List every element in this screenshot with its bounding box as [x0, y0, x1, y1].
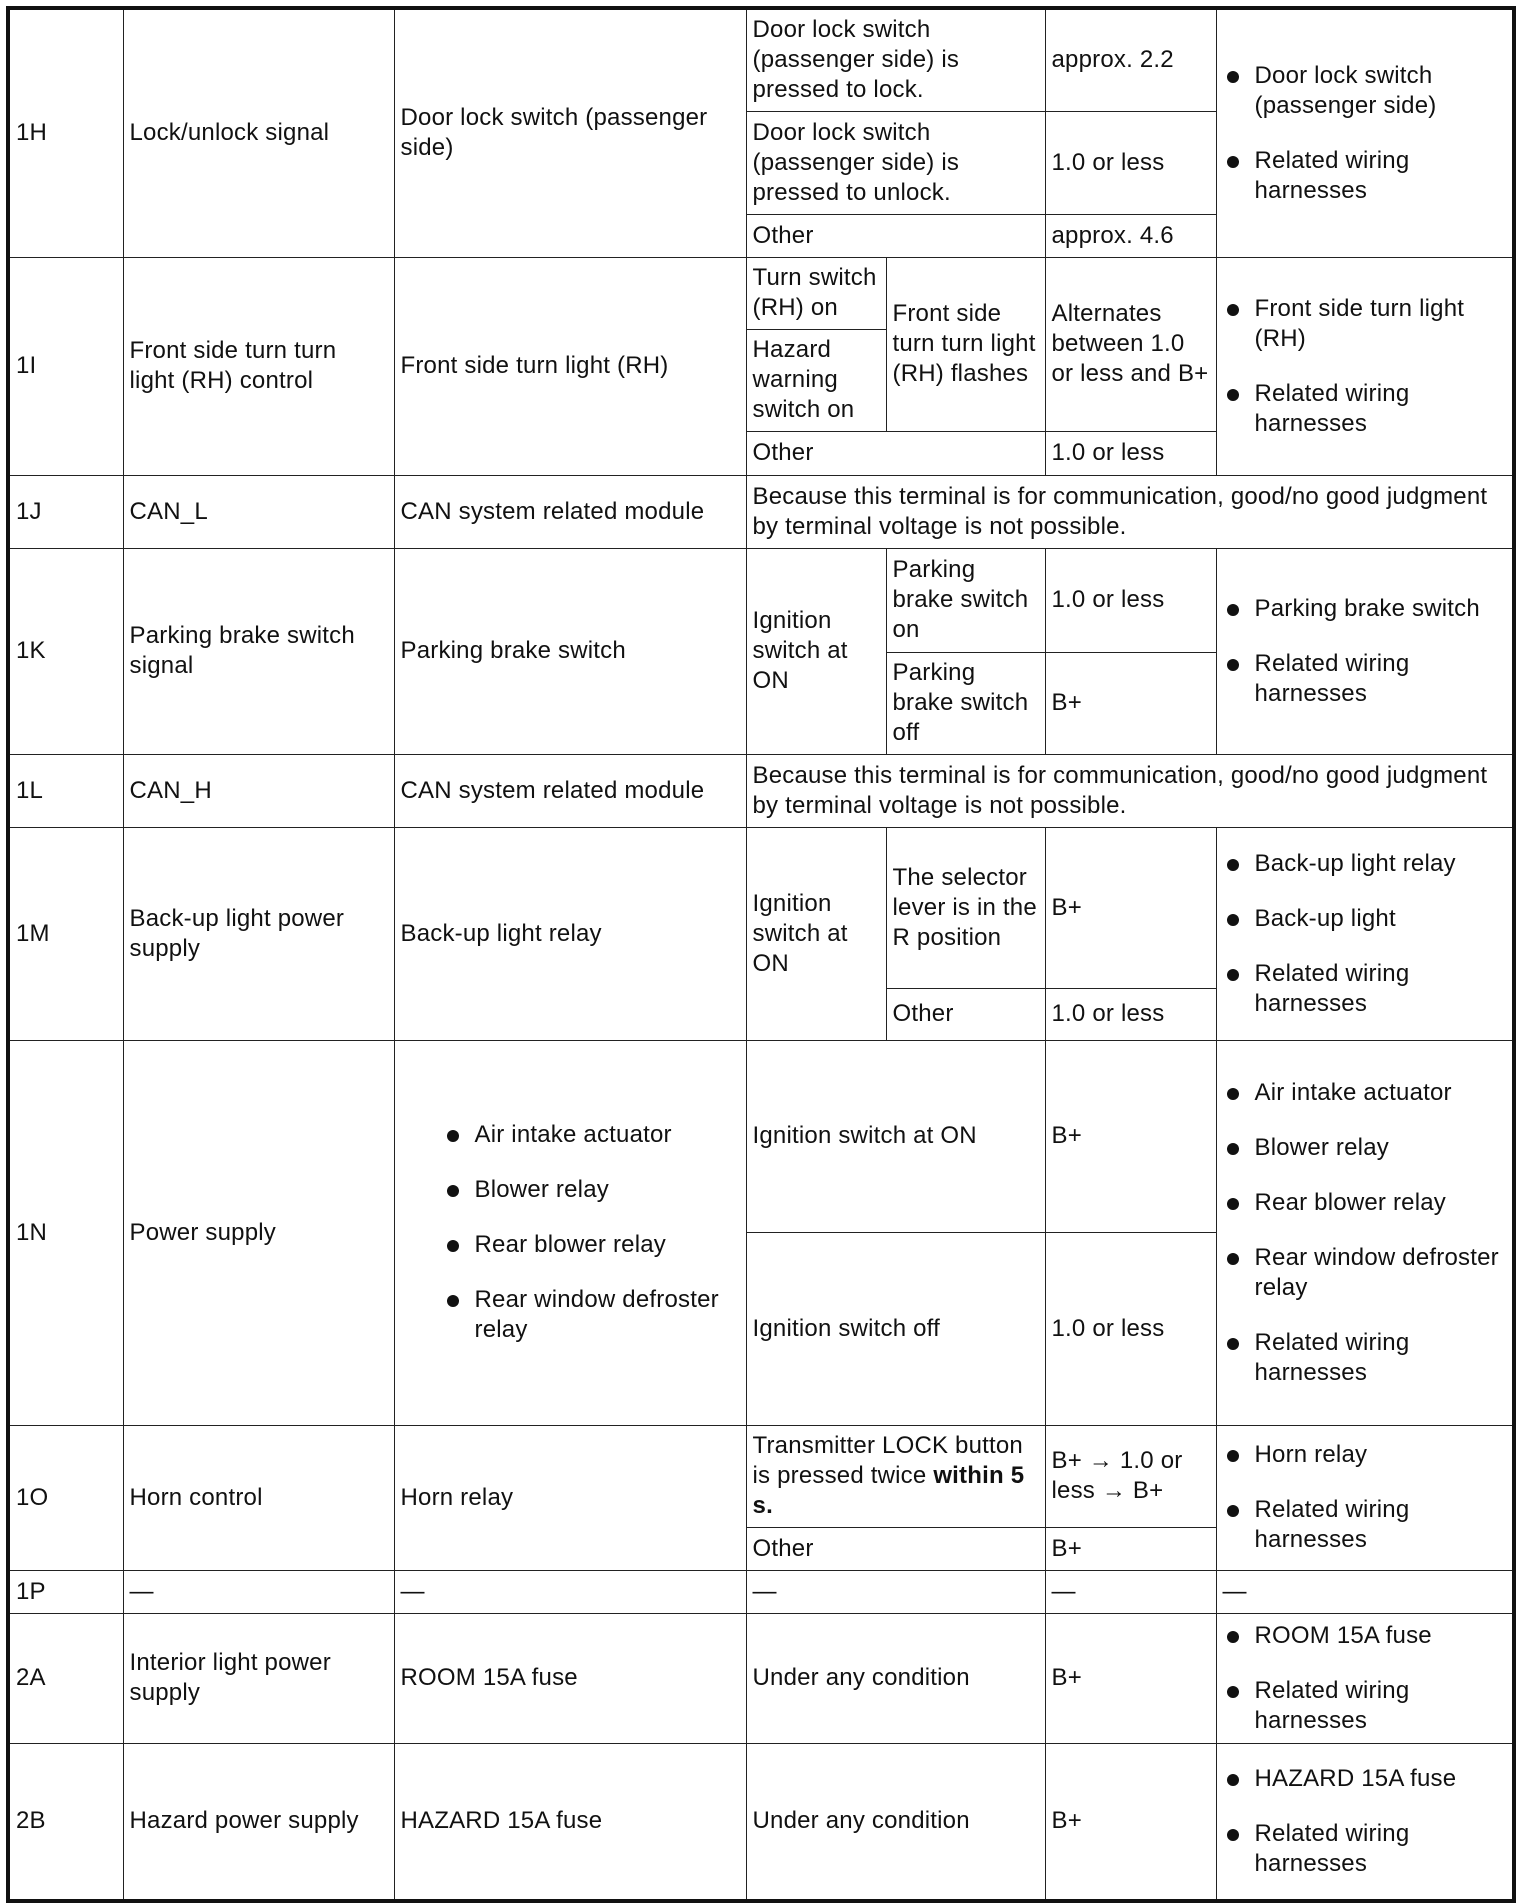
condition-cell: Door lock switch (passenger side) is pressed to lock. — [746, 8, 1045, 111]
table-row — [8, 754, 1514, 827]
terminal-cell: 2B — [8, 1743, 123, 1901]
check-items-cell — [1216, 1743, 1514, 1901]
related-unit-cell: Parking brake switch — [394, 548, 746, 754]
list-item: Horn relay — [1223, 1440, 1507, 1470]
list-item: Back-up light relay — [1223, 849, 1507, 879]
terminal-cell: 2A — [8, 1613, 123, 1743]
description-cell: — — [123, 1570, 394, 1613]
check-list — [1223, 294, 1507, 439]
list-item: Rear blower relay — [443, 1230, 740, 1260]
condition-cell: Under any condition — [746, 1613, 1045, 1743]
value-cell: approx. 4.6 — [1045, 214, 1216, 257]
condition-cell: Ignition switch at ON — [746, 1040, 1045, 1232]
terminal-cell: 1H — [8, 8, 123, 257]
related-unit-cell: Back-up light relay — [394, 827, 746, 1040]
check-list — [1223, 61, 1507, 206]
description-cell: Front side turn turn light (RH) control — [123, 257, 394, 475]
check-list — [1223, 1621, 1507, 1736]
condition-period: . — [766, 1492, 773, 1519]
description-cell: Lock/unlock signal — [123, 8, 394, 257]
check-items-cell: — — [1216, 1570, 1514, 1613]
table-row — [8, 1040, 1514, 1232]
value-cell: 1.0 or less — [1045, 548, 1216, 652]
description-cell: Back-up light power supply — [123, 827, 394, 1040]
list-item: Related wiring harnesses — [1223, 146, 1507, 206]
value-cell: B+ — [1045, 1743, 1216, 1901]
list-item: Related wiring harnesses — [1223, 1495, 1507, 1555]
list-item: HAZARD 15A fuse — [1223, 1764, 1507, 1794]
check-items-cell — [1216, 827, 1514, 1040]
subcondition-cell: Parking brake switch on — [886, 548, 1045, 652]
terminal-cell: 1I — [8, 257, 123, 475]
condition-cell: Other — [746, 431, 1045, 475]
related-unit-cell: ROOM 15A fuse — [394, 1613, 746, 1743]
value-cell: — — [1045, 1570, 1216, 1613]
terminal-cell: 1K — [8, 548, 123, 754]
condition-cell: Other — [746, 214, 1045, 257]
value-cell: 1.0 or less — [1045, 111, 1216, 214]
condition-text: Transmitter LOCK button is pressed twice — [752, 1432, 1023, 1489]
condition-cell: Other — [746, 1527, 1045, 1570]
description-cell: Parking brake switch signal — [123, 548, 394, 754]
list-item: Related wiring harnesses — [1223, 959, 1507, 1019]
list-item: Rear blower relay — [1223, 1188, 1507, 1218]
value-cell: 1.0 or less — [1045, 431, 1216, 475]
table-row — [8, 257, 1514, 329]
list-item: Parking brake switch — [1223, 594, 1507, 624]
table-row — [8, 475, 1514, 548]
list-item: Related wiring harnesses — [1223, 1676, 1507, 1736]
table-row — [8, 548, 1514, 652]
related-unit-cell: Front side turn light (RH) — [394, 257, 746, 475]
list-item: Related wiring harnesses — [1223, 1819, 1507, 1879]
condition-cell: Under any condition — [746, 1743, 1045, 1901]
table-row — [8, 8, 1514, 111]
check-list — [1223, 1078, 1507, 1388]
description-cell: CAN_L — [123, 475, 394, 548]
check-list — [1223, 1440, 1507, 1555]
subcondition-cell: The selector lever is in the R position — [886, 827, 1045, 988]
value-cell: 1.0 or less — [1045, 1232, 1216, 1425]
terminal-cell: 1L — [8, 754, 123, 827]
check-items-cell — [1216, 1425, 1514, 1570]
related-unit-cell: Horn relay — [394, 1425, 746, 1570]
description-cell: Power supply — [123, 1040, 394, 1425]
check-list — [1223, 849, 1507, 1019]
table-row — [8, 827, 1514, 988]
condition-cell — [746, 1425, 1045, 1527]
check-items-cell — [1216, 8, 1514, 257]
related-unit-cell: HAZARD 15A fuse — [394, 1743, 746, 1901]
terminal-cell: 1M — [8, 827, 123, 1040]
condition-result-cell: Front side turn turn light (RH) flashes — [886, 257, 1045, 431]
description-cell: CAN_H — [123, 754, 394, 827]
check-list — [1223, 594, 1507, 709]
check-items-cell — [1216, 1613, 1514, 1743]
list-item: Front side turn light (RH) — [1223, 294, 1507, 354]
condition-cell: Hazard warning switch on — [746, 329, 886, 431]
terminal-cell: 1O — [8, 1425, 123, 1570]
list-item: Door lock switch (passenger side) — [1223, 61, 1507, 121]
list-item: Blower relay — [443, 1175, 740, 1205]
subcondition-cell: Parking brake switch off — [886, 652, 1045, 754]
value-cell: B+ — [1045, 827, 1216, 988]
terminal-inspection-table — [6, 6, 1516, 1903]
value-cell: B+ — [1045, 1613, 1216, 1743]
list-item: Back-up light — [1223, 904, 1507, 934]
related-unit-cell: CAN system related module — [394, 475, 746, 548]
description-cell: Hazard power supply — [123, 1743, 394, 1901]
list-item: Rear window defroster relay — [443, 1285, 740, 1345]
value-cell: approx. 2.2 — [1045, 8, 1216, 111]
subcondition-cell: Other — [886, 988, 1045, 1040]
value-cell: Alternates between 1.0 or less and B+ — [1045, 257, 1216, 431]
condition-cell: Ignition switch at ON — [746, 827, 886, 1040]
related-unit-cell: — — [394, 1570, 746, 1613]
list-item: Rear window defroster relay — [1223, 1243, 1507, 1303]
check-list — [1223, 1764, 1507, 1879]
note-cell: Because this terminal is for communication, good/no good judgment by terminal voltage is not possible. — [746, 475, 1514, 548]
value-cell: B+ — [1045, 652, 1216, 754]
list-item: Related wiring harnesses — [1223, 649, 1507, 709]
condition-cell: Turn switch (RH) on — [746, 257, 886, 329]
table-row — [8, 1743, 1514, 1901]
document-page — [6, 6, 1516, 1903]
condition-cell: — — [746, 1570, 1045, 1613]
list-item: Air intake actuator — [443, 1120, 740, 1150]
condition-cell: Ignition switch at ON — [746, 548, 886, 754]
value-cell: 1.0 or less — [1045, 988, 1216, 1040]
table-row — [8, 1613, 1514, 1743]
check-items-cell — [1216, 548, 1514, 754]
description-cell: Horn control — [123, 1425, 394, 1570]
description-cell: Interior light power supply — [123, 1613, 394, 1743]
value-cell: B+ → 1.0 or less → B+ — [1045, 1425, 1216, 1527]
table-row — [8, 1570, 1514, 1613]
related-unit-cell — [394, 1040, 746, 1425]
list-item: Related wiring harnesses — [1223, 1328, 1507, 1388]
condition-emphasis: within 5 s — [752, 1462, 1025, 1519]
list-item: Air intake actuator — [1223, 1078, 1507, 1108]
table-row — [8, 1425, 1514, 1527]
value-cell: B+ — [1045, 1040, 1216, 1232]
note-cell: Because this terminal is for communication, good/no good judgment by terminal voltage is not possible. — [746, 754, 1514, 827]
condition-cell: Ignition switch off — [746, 1232, 1045, 1425]
terminal-cell: 1N — [8, 1040, 123, 1425]
condition-cell: Door lock switch (passenger side) is pressed to unlock. — [746, 111, 1045, 214]
value-cell: B+ — [1045, 1527, 1216, 1570]
check-items-cell — [1216, 257, 1514, 475]
list-item: Blower relay — [1223, 1133, 1507, 1163]
related-unit-cell: Door lock switch (passenger side) — [394, 8, 746, 257]
related-unit-cell: CAN system related module — [394, 754, 746, 827]
related-unit-list — [443, 1120, 740, 1345]
list-item: Related wiring harnesses — [1223, 379, 1507, 439]
list-item: ROOM 15A fuse — [1223, 1621, 1507, 1651]
check-items-cell — [1216, 1040, 1514, 1425]
terminal-cell: 1P — [8, 1570, 123, 1613]
terminal-cell: 1J — [8, 475, 123, 548]
